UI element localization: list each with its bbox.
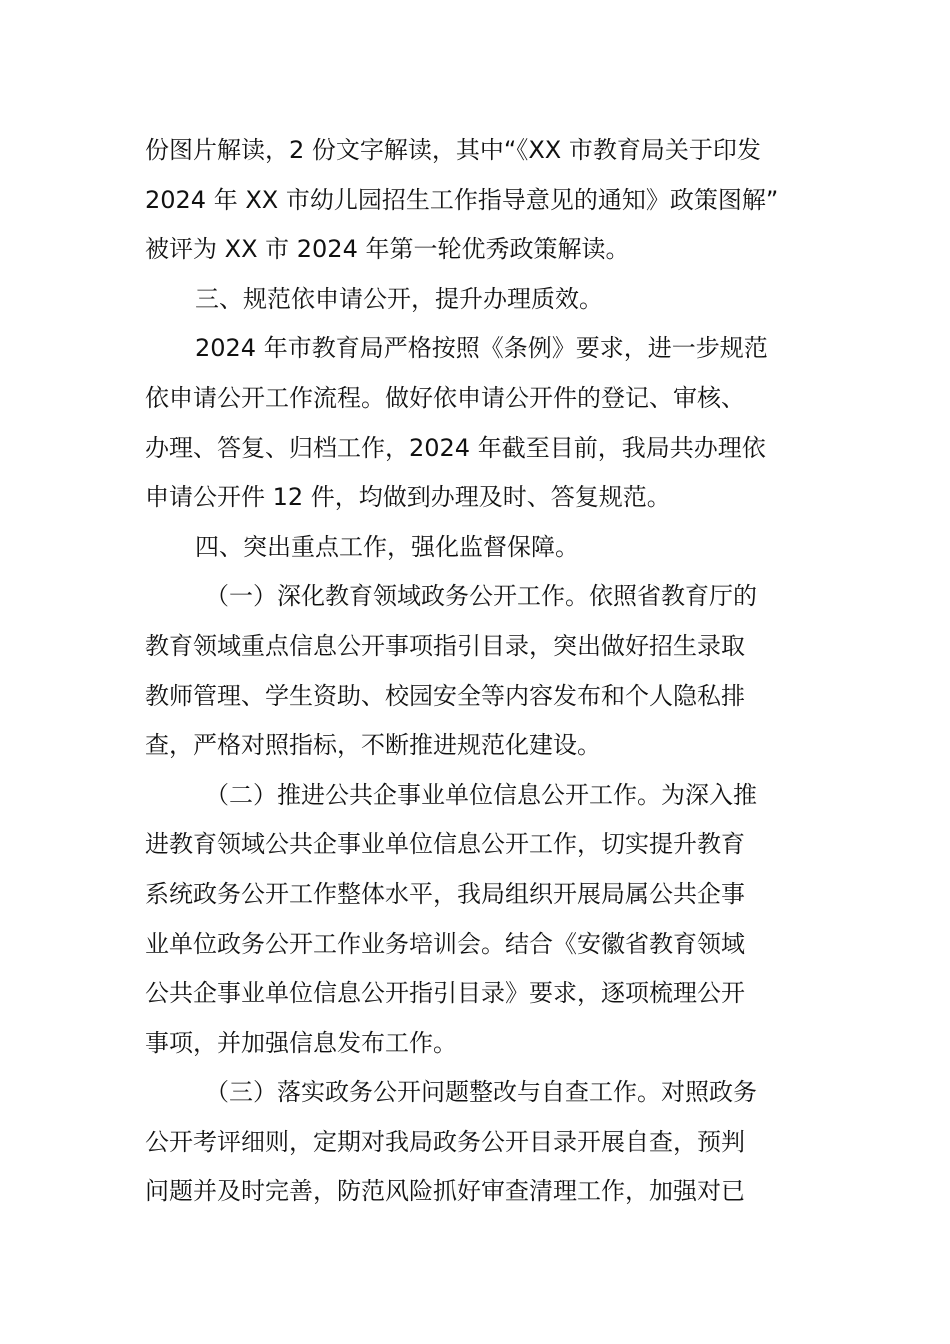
text-line: 进教育领域公共企事业单位信息公开工作，切实提升教育 bbox=[145, 830, 745, 859]
text-line: 教师管理、学生资助、校园安全等内容发布和个人隐私排 bbox=[145, 681, 745, 710]
subsection-start-line: （一）深化教育领域政务公开工作。依照省教育厅的 bbox=[205, 582, 757, 611]
text-line: 依申请公开工作流程。做好依申请公开件的登记、审核、 bbox=[145, 383, 745, 412]
text-line: 2024 年 XX 市幼儿园招生工作指导意见的通知》政策图解” bbox=[145, 185, 779, 214]
text-line: 系统政务公开工作整体水平，我局组织开展局属公共企事 bbox=[145, 879, 745, 908]
text-line: 办理、答复、归档工作，2024 年截至目前，我局共办理依 bbox=[145, 433, 766, 462]
text-line: 查，严格对照指标，不断推进规范化建设。 bbox=[145, 731, 601, 760]
section-heading: 四、突出重点工作，强化监督保障。 bbox=[195, 532, 579, 561]
text-line: 被评为 XX 市 2024 年第一轮优秀政策解读。 bbox=[145, 235, 630, 264]
document-body bbox=[145, 126, 809, 1217]
text-line: 问题并及时完善，防范风险抓好审查清理工作，加强对已 bbox=[145, 1177, 745, 1206]
text-line: 业单位政务公开工作业务培训会。结合《安徽省教育领域 bbox=[145, 929, 745, 958]
text-line: 公开考评细则，定期对我局政务公开目录开展自查，预判 bbox=[145, 1127, 745, 1156]
text-line: 教育领域重点信息公开事项指引目录，突出做好招生录取 bbox=[145, 631, 745, 660]
text-line: 事项，并加强信息发布工作。 bbox=[145, 1028, 457, 1057]
text-line: 公共企事业单位信息公开指引目录》要求，逐项梳理公开 bbox=[145, 979, 745, 1008]
paragraph-start-line: 2024 年市教育局严格按照《条例》要求，进一步规范 bbox=[195, 334, 768, 363]
section-heading: 三、规范依申请公开，提升办理质效。 bbox=[195, 284, 603, 313]
subsection-start-line: （二）推进公共企事业单位信息公开工作。为深入推 bbox=[205, 780, 757, 809]
text-line: 申请公开件 12 件，均做到办理及时、答复规范。 bbox=[145, 483, 671, 512]
subsection-start-line: （三）落实政务公开问题整改与自查工作。对照政务 bbox=[205, 1078, 757, 1107]
text-line: 份图片解读，2 份文字解读，其中“《XX 市教育局关于印发 bbox=[145, 136, 761, 164]
